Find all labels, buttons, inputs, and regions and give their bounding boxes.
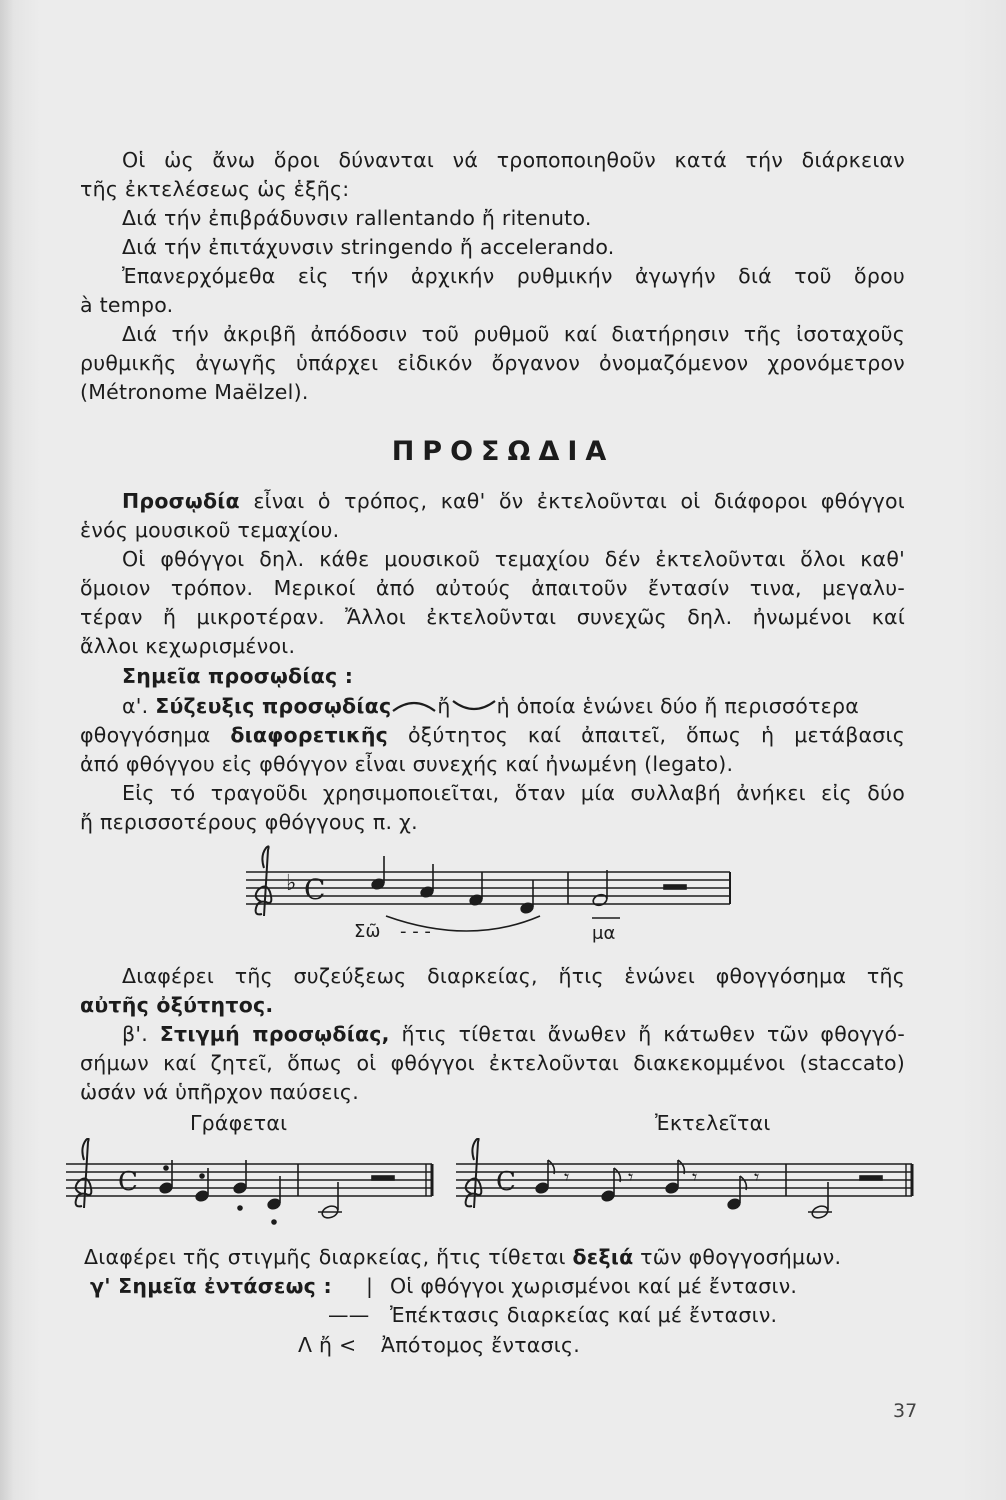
common-time-icon: C [304, 873, 326, 906]
diff1-line-2: αὐτῆς ὀξύτητος. [80, 993, 274, 1017]
tenuto-line-icon: —— [328, 1303, 370, 1327]
prosody-line-1-text: εἶναι ὁ τρόπος, καθ' ὅν ἐκτελοῦνται οἱ διάφοροι φθόγγοι [239, 489, 905, 513]
sign-b-term: Στιγμή προσῳδίας, [159, 1022, 390, 1046]
treble-clef-icon [256, 846, 272, 916]
common-time-icon: C [118, 1167, 138, 1197]
svg-text:𝄾: 𝄾 [628, 1165, 634, 1189]
sign-b-label: β'. [122, 1022, 148, 1046]
sign-a-line-2-pre: φθογγόσημα [80, 723, 231, 747]
prosody-line-5: τέραν ἤ μικροτέραν. Ἄλλοι ἐκτελοῦνται συνεχῶς δηλ. ἠνωμένοι καί [80, 605, 905, 629]
body-line-2: τῆς ἐκτελέσεως ὡς ἑξῆς: [80, 177, 350, 201]
diff2-post: τῶν φθογγοσήμων. [633, 1245, 842, 1269]
sign-c-text-3: Ἀπότομος ἔντασις. [381, 1333, 581, 1357]
sign-a-line-2-bold: διαφορετικῆς [230, 723, 389, 747]
music-staff-written [62, 1138, 437, 1233]
body-line-9: (Métronome Maëlzel). [80, 380, 309, 404]
prosody-line-2: ἑνός μουσικοῦ τεμαχίου. [80, 518, 340, 542]
marcato-accent-icon: Λ ἤ < [298, 1333, 357, 1357]
lyric-syllable-1: Σῶ [354, 921, 381, 942]
common-time-icon: C [496, 1167, 516, 1197]
sign-b-line-1 [122, 1020, 905, 1049]
treble-clef-icon [76, 1138, 92, 1208]
flat-icon: ♭ [286, 871, 297, 896]
sign-a-line-3: ἀπό φθόγγου εἰς φθόγγον εἶναι συνεχής καί ἠνωμένη (legato). [80, 752, 734, 776]
sign-a-line-5: ἤ περισσοτέρους φθόγγους π. χ. [80, 810, 418, 834]
sign-c-text-1: Οἱ φθόγγοι χωρισμένοι καί μέ ἔντασιν. [390, 1274, 798, 1298]
lyric-syllable-2: μα [592, 923, 616, 944]
prosody-line-6: ἄλλοι κεχωρισμένοι. [80, 634, 296, 658]
body-line-6: à tempo. [80, 293, 174, 317]
music-staff-performed [452, 1138, 917, 1233]
sign-a-label: α'. [122, 694, 149, 718]
diff1-line-1: Διαφέρει τῆς συζεύξεως διαρκείας, ἥτις ἑνώνει φθογγόσημα τῆς [122, 964, 905, 988]
body-line-3: Διά τήν ἐπιβράδυνσιν rallentando ἤ ritenuto. [122, 206, 592, 230]
treble-clef-icon [466, 1138, 482, 1208]
sign-c-title: γ' Σημεῖα ἐντάσεως : [90, 1274, 332, 1298]
svg-text:𝄾: 𝄾 [692, 1165, 698, 1189]
diff2-pre: Διαφέρει τῆς στιγμῆς διαρκείας, ἥτις τίθεται [84, 1245, 573, 1269]
svg-text:𝄾: 𝄾 [564, 1165, 570, 1189]
body-line-4: Διά τήν ἐπιτάχυνσιν stringendo ἤ accelerando. [122, 235, 615, 259]
sign-a-or: ἤ [437, 694, 451, 718]
sign-c-text-2: Ἐπέκτασις διαρκείας καί μέ ἔντασιν. [390, 1303, 778, 1327]
sign-a-line-1 [122, 692, 905, 721]
svg-text:𝄾: 𝄾 [754, 1165, 760, 1189]
prosody-line-4: ὅμοιον τρόπον. Μερικοί ἀπό αὐτούς ἀπαιτοῦν ἔντασίν τινα, μεγαλυ- [80, 576, 905, 600]
body-line-7: Διά τήν ἀκριβῆ ἀπόδοσιν τοῦ ρυθμοῦ καί διατήρησιν τῆς ἰσοταχοῦς [122, 322, 905, 346]
body-line-8: ρυθμικῆς ἀγωγῆς ὑπάρχει εἰδικόν ὄργανον ὀνομαζόμενον χρονόμετρον [80, 351, 905, 375]
performed-label: Ἐκτελεῖται [655, 1111, 771, 1135]
body-line-5: Ἐπανερχόμεθα εἰς τήν ἀρχικήν ρυθμικήν ἀγωγήν διά τοῦ ὅρου [122, 264, 905, 288]
sign-b-text: ἥτις τίθεται ἄνωθεν ἤ κάτωθεν τῶν φθογγό- [389, 1022, 905, 1046]
accent-stroke-icon: | [366, 1274, 374, 1298]
sign-a-line-2-post: ὀξύτητος καί ἀπαιτεῖ, ὅπως ἡ μετάβασις [388, 723, 905, 747]
sign-a-line-2 [80, 721, 905, 750]
prosody-line-3: Οἱ φθόγγοι δηλ. κάθε μουσικοῦ τεμαχίου δέν ἐκτελοῦνται ὅλοι καθ' [122, 547, 905, 571]
section-heading: ΠΡΟΣΩΔΙΑ [391, 436, 615, 467]
prosody-line-1 [122, 487, 905, 516]
body-line-1: Οἱ ὡς ἄνω ὅροι δύνανται νά τροποποιηθοῦν κατά τήν διάρκειαν [122, 148, 905, 172]
slur-under-icon [451, 697, 497, 715]
sign-a-term: Σύζευξις προσῳδίας [155, 694, 392, 718]
written-label: Γράφεται [190, 1111, 288, 1135]
sign-a-text: ἡ ὁποία ἑνώνει δύο ἤ περισσότερα [496, 694, 860, 718]
signs-title: Σημεῖα προσῳδίας : [122, 664, 354, 688]
sign-b-line-2: σήμων καί ζητεῖ, ὅπως οἱ φθόγγοι ἐκτελοῦνται διακεκομμένοι (staccato) [80, 1051, 905, 1075]
sign-a-line-4: Εἰς τό τραγοῦδι χρησιμοποιεῖται, ὅταν μία συλλαβή ἀνήκει εἰς δύο [122, 781, 905, 805]
lyric-dashes: - - - [400, 921, 431, 942]
page-number: 37 [893, 1400, 918, 1422]
music-staff-slur-example [240, 842, 740, 942]
slur-over-icon [391, 697, 437, 715]
sign-b-line-3: ὡσάν νά ὑπῆρχον παύσεις. [80, 1080, 359, 1104]
diff2-bold: δεξιά [572, 1245, 634, 1269]
prosody-term: Προσῳδία [122, 489, 240, 513]
diff2-line [84, 1243, 904, 1272]
